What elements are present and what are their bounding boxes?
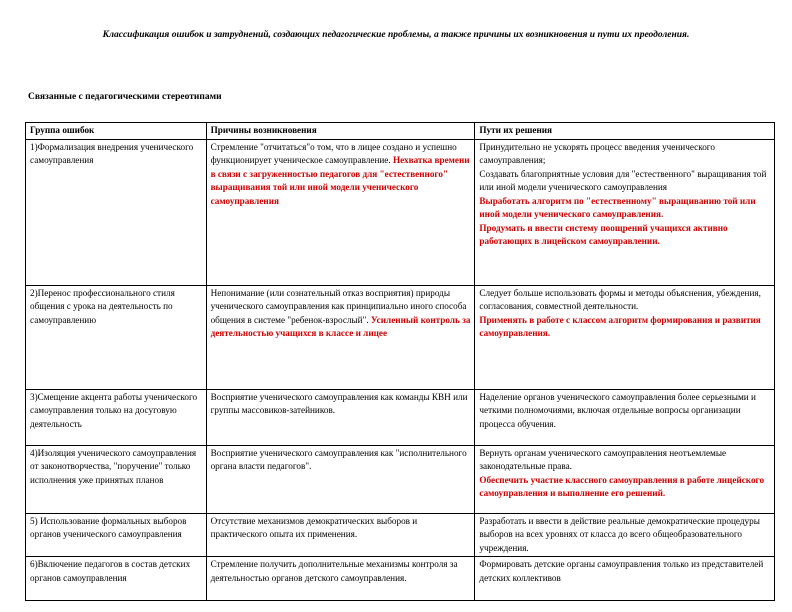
solutions-text: Принудительно не ускорять процесс введения ученического самоуправления; [479, 141, 715, 165]
table-row [26, 389, 775, 445]
table-row [26, 557, 775, 601]
cell-group: 4)Изоляция ученического самоуправления от законотворчества, "поручение" только исполнения уже принятых планов [26, 445, 207, 513]
table-row [26, 285, 775, 389]
cell-causes [206, 139, 475, 285]
cell-group: 2)Перенос профессионального стиля общения с урока на деятельность по самоуправлению [26, 285, 207, 389]
cell-causes: Отсутствие механизмов демократических выборов и практического опыта их применения. [206, 513, 475, 557]
cell-solutions [475, 445, 775, 513]
causes-highlight: Усиленный контроль за деятельностью учащихся в классе и лицее [210, 314, 471, 338]
cell-causes [206, 285, 475, 389]
cell-group: 6)Включение педагогов в состав детских органов самоуправления [26, 557, 207, 601]
cell-group: 1)Формализация внедрения ученического самоуправления [26, 139, 207, 285]
cell-solutions: Формировать детские органы самоуправления только из представителей детских коллективов [475, 557, 775, 601]
solutions-text: Следует больше использовать формы и методы объяснения, убеждения, согласования, совместной деятельности. [479, 287, 761, 311]
solutions-highlight-2: Продумать и ввести систему поощрений учащихся активно работающих в лицейском самоуправлении. [479, 222, 728, 246]
cell-group: 5) Использование формальных выборов органов ученического самоуправления [26, 513, 207, 557]
cell-causes: Восприятие ученического самоуправления как "исполнительного органа власти педагогов". [206, 445, 475, 513]
causes-text: Стремление "отчитаться"о том, что в лицее создано и успешно функционирует ученическое самоуправление. [210, 141, 457, 165]
solutions-highlight: Обеспечить участие классного самоуправления в работе лицейского самоуправления и выполнение его решений. [479, 474, 765, 498]
causes-highlight: Нехватка времени в связи с загруженностью педагогов для "естественного" выращивания той или иной модели ученического самоуправления [210, 155, 470, 206]
cell-causes: Восприятие ученического самоуправления как команды КВН или группы массовиков-затейников. [206, 389, 475, 445]
cell-solutions [475, 285, 775, 389]
cell-causes: Стремление получить дополнительные механизмы контроля за деятельностью органов детского самоуправления. [206, 557, 475, 601]
cell-group: 3)Смещение акцента работы ученического самоуправления только на досуговую деятельность [26, 389, 207, 445]
table-row [26, 139, 775, 285]
causes-text: Непонимание (или сознательный отказ восприятия) природы ученического самоуправления как принципиально иного способа общения в системе "ребенок-взрослый". [210, 287, 467, 325]
document-title: Классификация ошибок и затруднений, создающих педагогические проблемы, а также причины их возникновения и пути их преодоления. [102, 30, 690, 40]
header-solutions: Пути их решения [475, 123, 775, 140]
header-group: Группа ошибок [26, 123, 207, 140]
cell-solutions: Наделение органов ученического самоуправления более серьезными и четкими полномочиями, включая отдельные вопросы организации процесса обучения. [475, 389, 775, 445]
solutions-text-2: Создавать благоприятные условия для "естественного" выращивания той или иной модели ученического самоуправления [479, 168, 767, 192]
table-header-row [26, 123, 775, 140]
solutions-highlight: Выработать алгоритм по "естественному" выращиванию той или иной модели ученического самоуправления. [479, 195, 756, 219]
solutions-text: Вернуть органам ученического самоуправления неотъемлемые законодательные права. [479, 447, 727, 471]
solutions-highlight: Применять в работе с классом алгоритм формирования и развития самоуправления. [479, 314, 761, 338]
cell-solutions: Разработать и ввести в действие реальные демократические процедуры выборов на всех уровнях от класса до всего общеобразовательного учреждения. [475, 513, 775, 557]
section-subtitle: Связанные с педагогическими стереотипами [28, 92, 222, 102]
cell-solutions [475, 139, 775, 285]
table-row [26, 513, 775, 557]
errors-table [25, 122, 775, 601]
header-causes: Причины возникновения [206, 123, 475, 140]
table-row [26, 445, 775, 513]
